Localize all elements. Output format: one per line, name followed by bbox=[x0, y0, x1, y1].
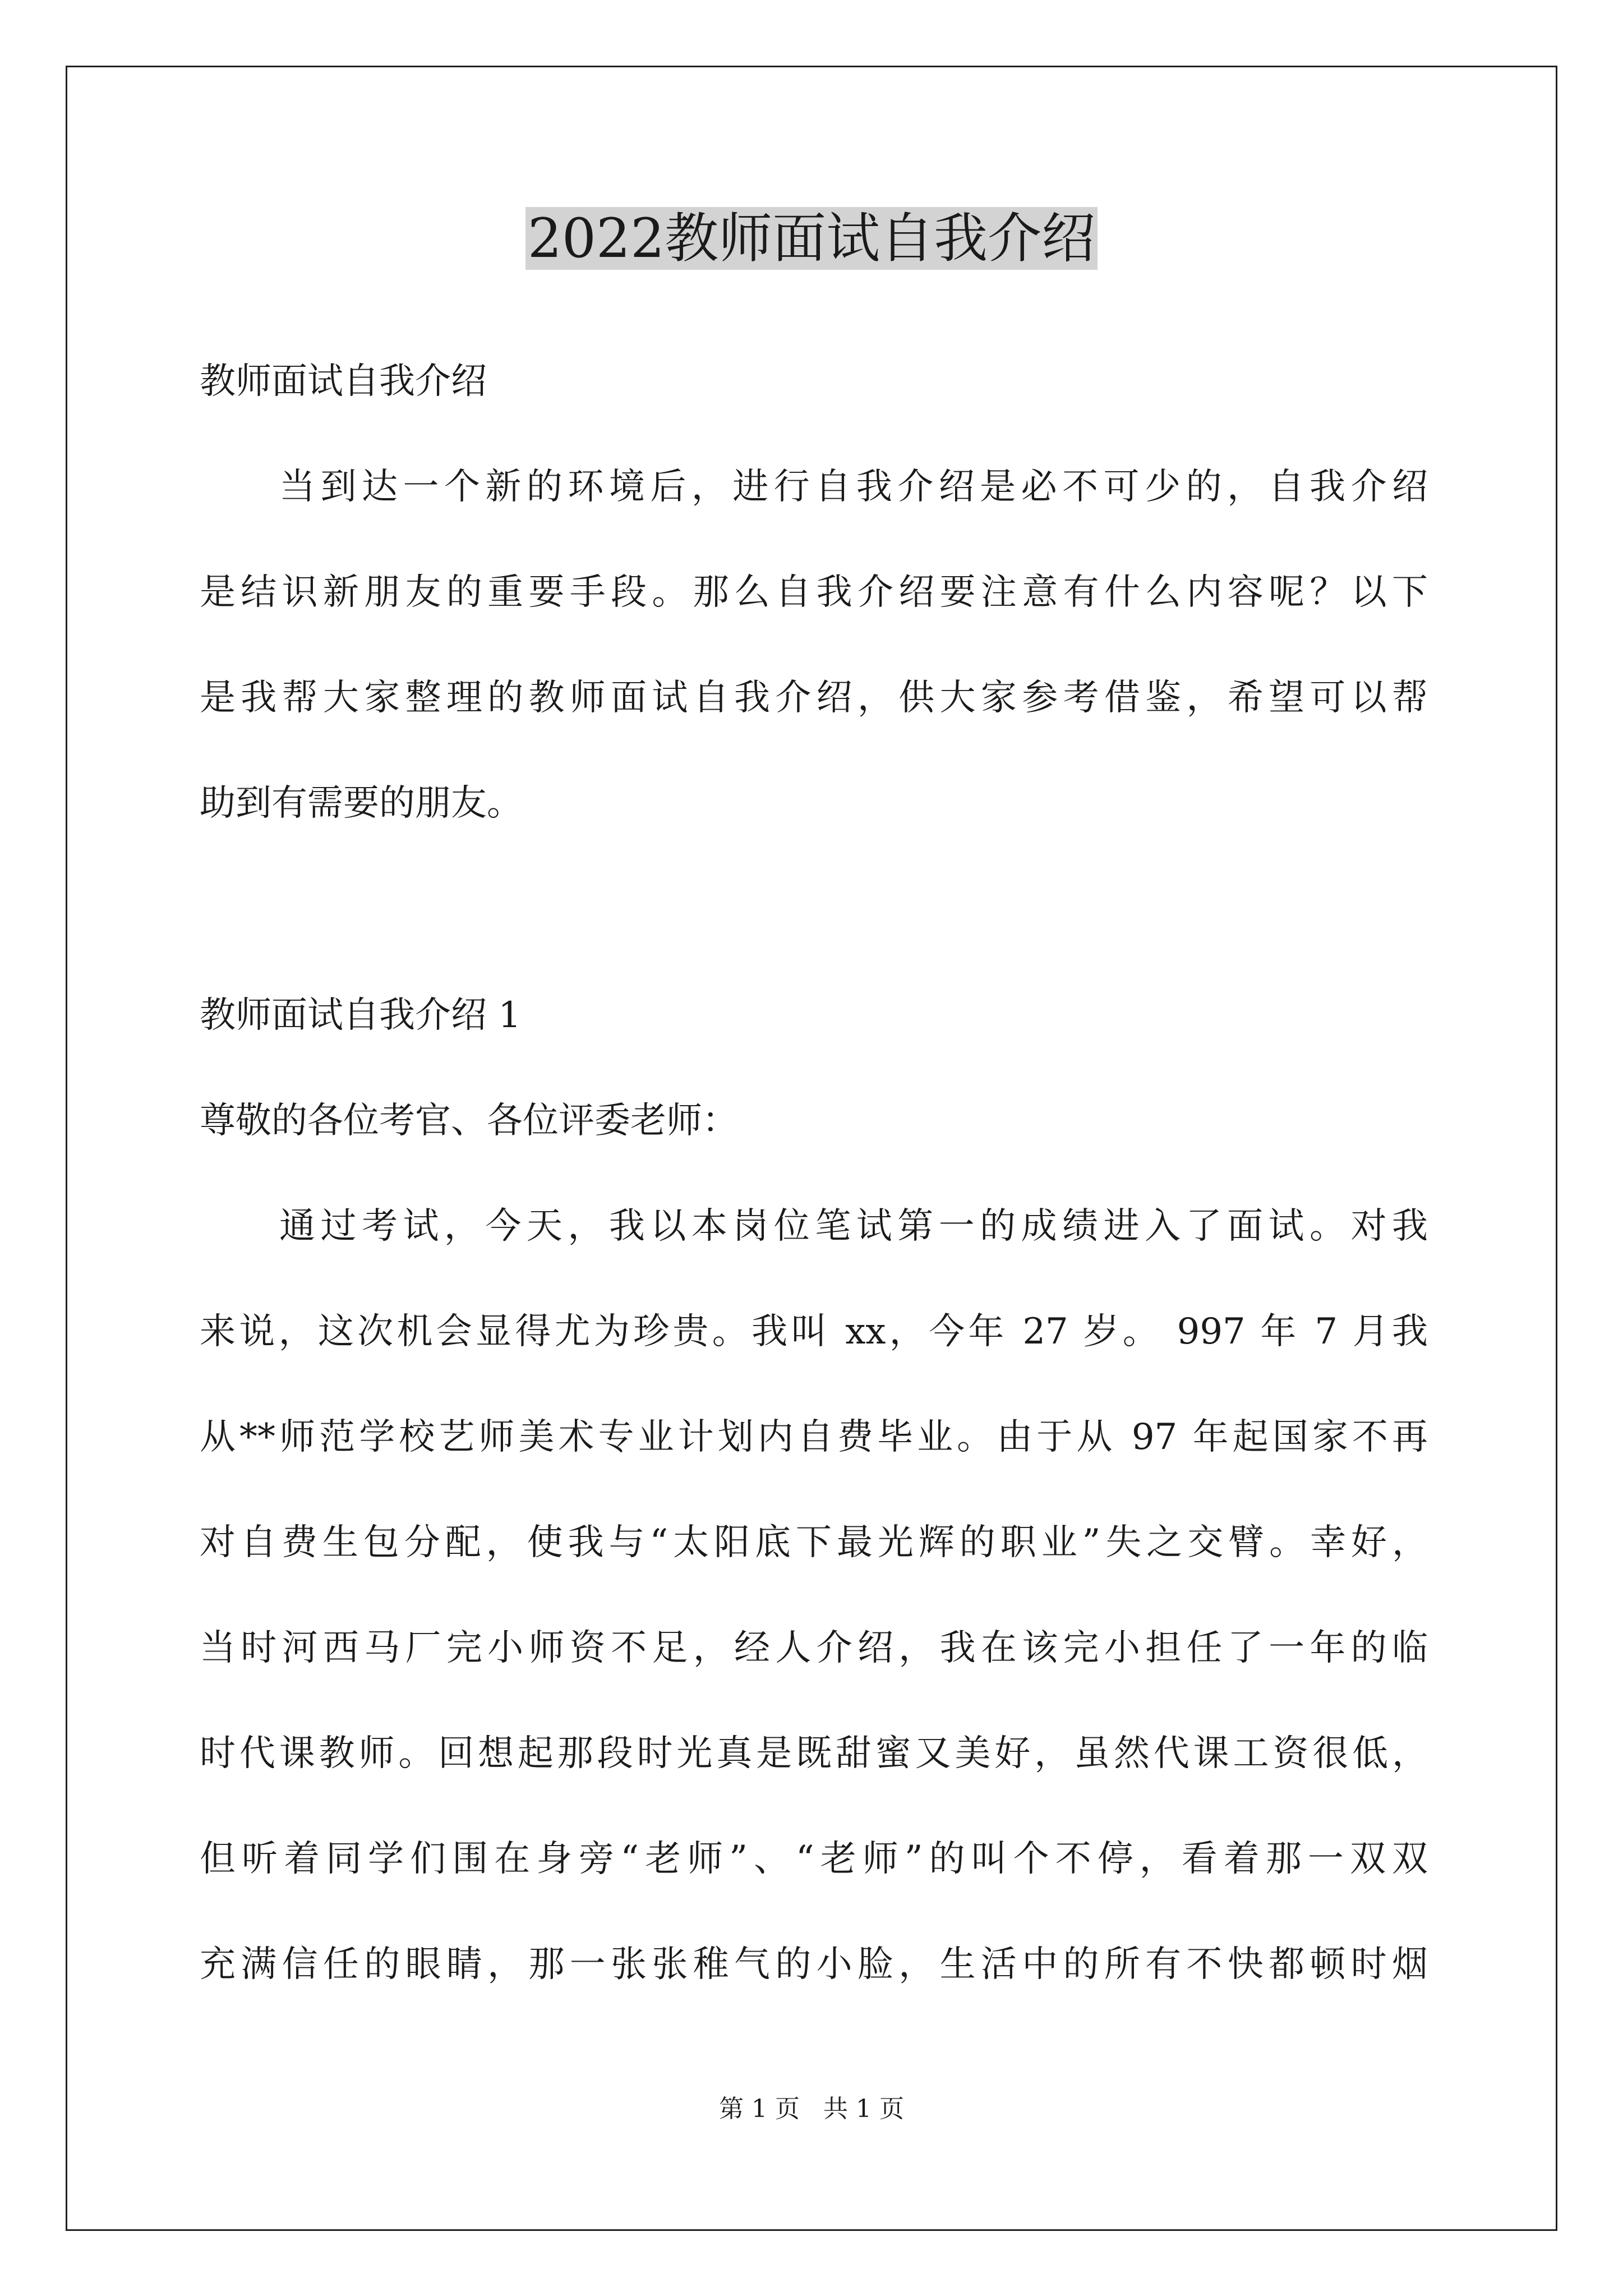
section-heading: 教师面试自我介绍 1 bbox=[200, 995, 522, 1036]
paragraph-line: 是我帮大家整理的教师面试自我介绍，供大家参考借鉴，希望可以帮 bbox=[200, 677, 1428, 719]
paragraph-line: 当时河西马厂完小师资不足，经人介绍，我在该完小担任了一年的临 bbox=[200, 1627, 1428, 1669]
salutation: 尊敬的各位考官、各位评委老师： bbox=[200, 1100, 738, 1142]
paragraph-line: 是结识新朋友的重要手段。那么自我介绍要注意有什么内容呢？以下 bbox=[200, 572, 1428, 613]
paragraph-line: 时代课教师。回想起那段时光真是既甜蜜又美好，虽然代课工资很低， bbox=[200, 1733, 1428, 1774]
paragraph-line: 当到达一个新的环境后，进行自我介绍是必不可少的，自我介绍 bbox=[279, 466, 1428, 508]
paragraph-line: 但听着同学们围在身旁“老师”、“老师”的叫个不停，看着那一双双 bbox=[200, 1838, 1428, 1880]
document-title bbox=[0, 202, 1623, 275]
paragraph-line: 助到有需要的朋友。 bbox=[200, 783, 523, 824]
document-body bbox=[200, 353, 1428, 2042]
document-title-text: 2022教师面试自我介绍 bbox=[525, 207, 1098, 270]
paragraph-line: 来说，这次机会显得尤为珍贵。我叫 xx，今年 27 岁。 997 年 7 月我 bbox=[200, 1311, 1428, 1352]
page-footer: 第 1 页 共 1 页 bbox=[719, 2095, 904, 2123]
paragraph-line: 从**师范学校艺师美术专业计划内自费毕业。由于从 97 年起国家不再 bbox=[200, 1416, 1428, 1458]
section-heading: 教师面试自我介绍 bbox=[200, 361, 487, 402]
paragraph-line: 对自费生包分配，使我与“太阳底下最光辉的职业”失之交臂。幸好， bbox=[200, 1522, 1428, 1563]
paragraph-line: 通过考试，今天，我以本岗位笔试第一的成绩进入了面试。对我 bbox=[279, 1205, 1428, 1247]
paragraph-line: 充满信任的眼睛，那一张张稚气的小脸，生活中的所有不快都顿时烟 bbox=[200, 1944, 1428, 1985]
